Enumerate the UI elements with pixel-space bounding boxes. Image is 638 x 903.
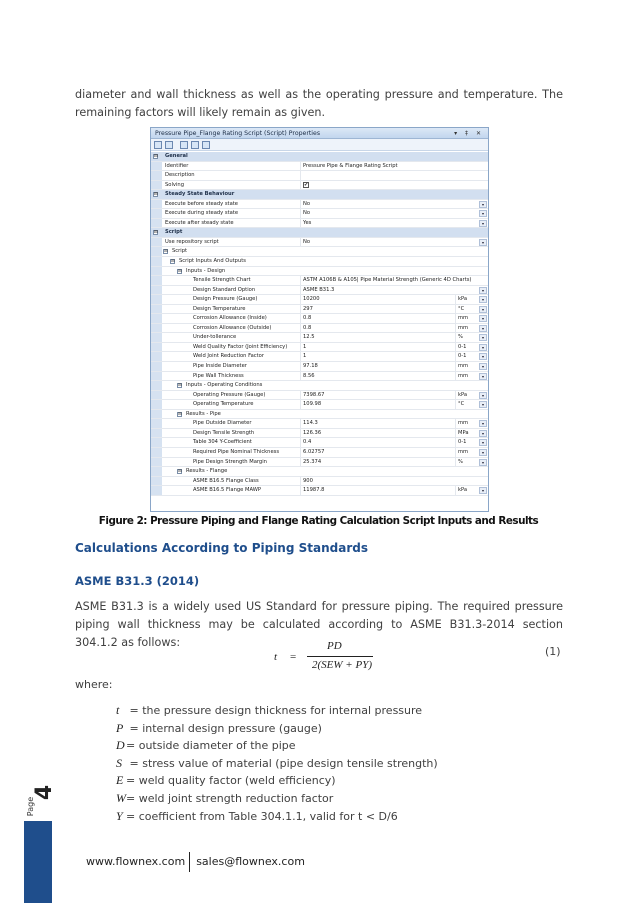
- property-row[interactable]: [151, 286, 488, 296]
- page-sidebar-bar: [24, 821, 52, 903]
- unit-selector[interactable]: mm: [455, 448, 477, 457]
- dropdown-arrow-icon[interactable]: ▾: [479, 353, 487, 360]
- property-row[interactable]: [151, 429, 488, 439]
- dropdown-arrow-icon[interactable]: ▾: [479, 315, 487, 322]
- property-label: Description: [165, 172, 195, 179]
- definition-symbol: t: [116, 703, 120, 717]
- property-label: Inputs - Operating Conditions: [186, 382, 263, 389]
- row-gutter: [151, 486, 162, 495]
- definition-item: [116, 772, 438, 790]
- property-label: Corrosion Allowance (Inside): [193, 315, 267, 322]
- row-gutter: [151, 419, 162, 428]
- value-text: 126.36: [303, 429, 322, 436]
- value-text: 10200: [303, 296, 320, 303]
- dropdown-arrow-icon[interactable]: ▾: [479, 210, 487, 217]
- footer-divider: [189, 852, 190, 872]
- row-gutter: [151, 400, 162, 409]
- property-value[interactable]: [300, 181, 488, 190]
- dropdown-arrow-icon[interactable]: ▾: [479, 325, 487, 332]
- events-icon[interactable]: [191, 141, 199, 149]
- unit-selector[interactable]: kPa: [455, 486, 477, 495]
- property-label: Under-tollerance: [193, 334, 237, 341]
- property-row[interactable]: [151, 486, 488, 496]
- categorized-icon[interactable]: [154, 141, 162, 149]
- expand-icon[interactable]: ⊟: [164, 249, 168, 255]
- property-row[interactable]: [151, 400, 488, 410]
- property-row[interactable]: [151, 362, 488, 372]
- properties-title: Pressure Pipe_Flange Rating Script (Script) Properties: [155, 130, 321, 137]
- value-text: 109.98: [303, 401, 322, 408]
- dropdown-arrow-icon[interactable]: ▾: [479, 239, 487, 246]
- properties-window: [150, 127, 489, 512]
- property-group[interactable]: [151, 381, 488, 391]
- fraction-bar: [307, 656, 373, 657]
- email-link[interactable]: sales@flownex.com: [196, 855, 305, 868]
- definition-symbol: S: [116, 755, 122, 770]
- property-label: Pipe Inside Diameter: [193, 363, 247, 370]
- section-heading: Calculations According to Piping Standards: [75, 541, 368, 555]
- equation: [255, 638, 425, 678]
- window-controls-icon[interactable]: ▾ ‡ ✕: [454, 130, 484, 137]
- row-gutter: [151, 410, 162, 419]
- property-row[interactable]: [151, 181, 488, 191]
- unit-selector[interactable]: °C: [455, 305, 477, 314]
- property-row[interactable]: [151, 314, 488, 324]
- property-label: Execute after steady state: [165, 219, 234, 226]
- property-row[interactable]: [151, 209, 488, 219]
- definition-symbol: E: [116, 773, 124, 788]
- unit-selector[interactable]: 0-1: [455, 343, 477, 352]
- expand-icon[interactable]: ⊟: [154, 230, 158, 236]
- dropdown-arrow-icon[interactable]: ▾: [479, 296, 487, 303]
- definition-text: = stress value of material (pipe design tensile strength): [126, 756, 438, 770]
- property-row[interactable]: [151, 219, 488, 229]
- intro-paragraph: diameter and wall thickness as well as the operating pressure and temperature. The remaining factors will likely remain as given.: [75, 88, 563, 119]
- value-text: Yes: [303, 219, 312, 226]
- property-row[interactable]: [151, 333, 488, 343]
- property-row[interactable]: [151, 171, 488, 181]
- property-group[interactable]: [151, 257, 488, 267]
- navigate-icon[interactable]: [202, 141, 210, 149]
- row-gutter: [151, 171, 162, 180]
- property-label: Design Standard Option: [193, 286, 256, 293]
- unit-selector[interactable]: MPa: [455, 429, 477, 438]
- property-label: Script: [165, 229, 183, 236]
- page-number: 4: [32, 784, 58, 801]
- property-label: Results - Pipe: [186, 410, 221, 417]
- expand-icon[interactable]: ⊟: [178, 383, 182, 389]
- property-value[interactable]: [300, 200, 488, 209]
- property-value[interactable]: [300, 477, 488, 486]
- row-gutter: [151, 381, 162, 390]
- property-label: Operating Pressure (Gauge): [193, 391, 266, 398]
- definition-item: [116, 790, 438, 808]
- property-value[interactable]: [300, 219, 488, 228]
- property-label: General: [165, 153, 188, 159]
- dropdown-arrow-icon[interactable]: ▾: [479, 392, 487, 399]
- definition-text: = weld joint strength reduction factor: [126, 791, 334, 805]
- row-gutter: [151, 200, 162, 209]
- property-value[interactable]: [300, 286, 488, 295]
- property-label: Weld Joint Reduction Factor: [193, 353, 264, 360]
- property-value[interactable]: [300, 162, 488, 171]
- property-row[interactable]: [151, 238, 488, 248]
- equation-denominator: 2(SEW + PY): [312, 659, 372, 671]
- property-value[interactable]: [300, 238, 488, 247]
- property-value[interactable]: [300, 171, 488, 180]
- expand-icon[interactable]: ⊟: [178, 411, 182, 417]
- property-label: Design Temperature: [193, 305, 246, 312]
- unit-selector[interactable]: mm: [455, 314, 477, 323]
- sub-heading: ASME B31.3 (2014): [75, 574, 200, 588]
- value-text: Pressure Pipe & Flange Rating Script: [303, 162, 398, 169]
- property-label: Results - Flange: [186, 468, 228, 475]
- row-gutter: [151, 162, 162, 171]
- value-text: 11987.8: [303, 487, 325, 494]
- dropdown-arrow-icon[interactable]: ▾: [479, 201, 487, 208]
- unit-selector[interactable]: %: [455, 458, 477, 467]
- page-label: [26, 778, 58, 823]
- property-category[interactable]: [151, 190, 488, 200]
- property-label: Identifier: [165, 162, 189, 169]
- dropdown-arrow-icon[interactable]: ▾: [479, 344, 487, 351]
- definition-text: = outside diameter of the pipe: [126, 739, 296, 753]
- property-label: ASME B16.5 Flange MAWP: [193, 487, 262, 494]
- equation-numerator: PD: [327, 640, 342, 652]
- row-gutter: [151, 276, 162, 285]
- property-label: Steady State Behaviour: [165, 191, 235, 198]
- row-gutter: [151, 467, 162, 476]
- value-text: 0.8: [303, 315, 312, 322]
- dropdown-arrow-icon[interactable]: ▾: [479, 373, 487, 380]
- dropdown-arrow-icon[interactable]: ▾: [479, 401, 487, 408]
- unit-selector[interactable]: %: [455, 333, 477, 342]
- dropdown-arrow-icon[interactable]: ▾: [479, 449, 487, 456]
- row-gutter: [151, 314, 162, 323]
- dropdown-arrow-icon[interactable]: ▾: [479, 334, 487, 341]
- property-row[interactable]: [151, 352, 488, 362]
- where-label: where:: [75, 678, 113, 691]
- unit-selector[interactable]: °C: [455, 400, 477, 409]
- value-text: 0.8: [303, 324, 312, 331]
- row-gutter: [151, 362, 162, 371]
- property-row[interactable]: [151, 438, 488, 448]
- row-gutter: [151, 247, 162, 256]
- dropdown-arrow-icon[interactable]: ▾: [479, 439, 487, 446]
- value-text: 6.02757: [303, 448, 325, 455]
- equation-lhs: t: [274, 651, 278, 663]
- value-text: 1: [303, 353, 307, 360]
- dropdown-arrow-icon[interactable]: ▾: [479, 287, 487, 294]
- property-row[interactable]: [151, 305, 488, 315]
- value-text: 25.374: [303, 458, 322, 465]
- dropdown-arrow-icon[interactable]: ▾: [479, 487, 487, 494]
- property-row[interactable]: [151, 458, 488, 468]
- value-text: ASTM A106B & A105| Pipe Material Strength (Generic 4D Charts): [303, 277, 472, 284]
- value-text: 900: [303, 477, 313, 484]
- property-group[interactable]: [151, 467, 488, 477]
- unit-selector[interactable]: kPa: [455, 295, 477, 304]
- unit-selector[interactable]: mm: [455, 324, 477, 333]
- footer: [86, 852, 305, 872]
- property-label: Weld Quality Factor (Joint Efficiency): [193, 343, 288, 350]
- row-gutter: [151, 286, 162, 295]
- row-gutter: [151, 391, 162, 400]
- property-label: Required Pipe Nominal Thickness: [193, 448, 280, 455]
- dropdown-arrow-icon[interactable]: ▾: [479, 420, 487, 427]
- property-value[interactable]: [300, 276, 488, 285]
- dropdown-arrow-icon[interactable]: ▾: [479, 306, 487, 313]
- value-text: 114.3: [303, 420, 318, 427]
- expand-icon[interactable]: ⊟: [154, 154, 158, 159]
- definition-text: = coefficient from Table 304.1.1, valid for t < D/6: [126, 809, 398, 823]
- property-row[interactable]: [151, 477, 488, 487]
- property-label: Execute before steady state: [165, 200, 238, 207]
- property-row[interactable]: [151, 295, 488, 305]
- property-row[interactable]: [151, 162, 488, 172]
- property-label: Execute during steady state: [165, 210, 239, 217]
- property-label: Pipe Design Strength Margin: [193, 458, 267, 465]
- property-row[interactable]: [151, 276, 488, 286]
- unit-selector[interactable]: mm: [455, 362, 477, 371]
- row-gutter: [151, 305, 162, 314]
- definition-item: [116, 755, 438, 773]
- equation-number: (1): [545, 645, 561, 658]
- row-gutter: [151, 458, 162, 467]
- property-category[interactable]: [151, 228, 488, 238]
- property-row[interactable]: [151, 391, 488, 401]
- property-row[interactable]: [151, 324, 488, 334]
- definition-symbol: D: [116, 738, 125, 753]
- property-label: Corrosion Allowance (Outside): [193, 324, 272, 331]
- page-word: Page: [26, 796, 36, 817]
- unit-selector[interactable]: 0-1: [455, 352, 477, 361]
- property-label: Tensile Strength Chart: [193, 277, 251, 284]
- property-group[interactable]: [151, 267, 488, 277]
- definition-item: [116, 720, 438, 738]
- row-gutter: [151, 257, 162, 266]
- property-grid: [151, 152, 488, 496]
- sort-icon[interactable]: [165, 141, 173, 149]
- property-label: Solving: [165, 181, 184, 188]
- value-text: 12.5: [303, 334, 315, 341]
- property-label: Operating Temperature: [193, 401, 254, 408]
- dropdown-arrow-icon[interactable]: ▾: [479, 363, 487, 370]
- row-gutter: [151, 324, 162, 333]
- row-gutter: [151, 352, 162, 361]
- expand-icon[interactable]: ⊟: [171, 259, 175, 265]
- definition-text: = internal design pressure (gauge): [126, 721, 322, 735]
- property-row[interactable]: [151, 419, 488, 429]
- property-label: Design Pressure (Gauge): [193, 296, 258, 303]
- checkbox[interactable]: ✔: [304, 181, 309, 188]
- value-text: 97.18: [303, 363, 318, 370]
- row-gutter: [151, 333, 162, 342]
- definition-symbol: P: [116, 720, 124, 735]
- property-label: Pipe Outside Diameter: [193, 420, 252, 427]
- value-text: ASME B31.3: [303, 286, 335, 293]
- dropdown-arrow-icon[interactable]: ▾: [479, 430, 487, 437]
- property-label: Script Inputs And Outputs: [179, 258, 246, 265]
- definition-item: [116, 808, 438, 826]
- row-gutter: [151, 477, 162, 486]
- expand-icon[interactable]: ⊟: [178, 469, 182, 475]
- property-label: Table 304 Y-Coefficient: [193, 439, 252, 446]
- row-gutter: [151, 238, 162, 247]
- property-label: ASME B16.5 Flange Class: [193, 477, 259, 484]
- row-gutter: [151, 219, 162, 228]
- value-text: 1: [303, 343, 307, 350]
- body-paragraph: ASME B31.3 is a widely used US Standard for pressure piping. The required pressure piping wall thickness may be calculated according to ASME B31.3-2014 section 304.1.2 as follows:: [75, 600, 563, 649]
- row-gutter: [151, 372, 162, 381]
- property-row[interactable]: [151, 448, 488, 458]
- row-gutter: [151, 448, 162, 457]
- row-gutter: [151, 209, 162, 218]
- property-group[interactable]: [151, 410, 488, 420]
- definition-symbol: Y: [116, 808, 123, 823]
- unit-selector[interactable]: mm: [455, 372, 477, 381]
- value-text: No: [303, 210, 311, 217]
- value-text: 7398.67: [303, 391, 325, 398]
- unit-selector[interactable]: 0-1: [455, 438, 477, 447]
- definition-symbol: W: [116, 790, 126, 805]
- value-text: 297: [303, 305, 313, 312]
- equation-equals: =: [290, 651, 297, 663]
- row-gutter: [151, 438, 162, 447]
- property-label: Pipe Wall Thickness: [193, 372, 244, 379]
- properties-toolbar: [151, 139, 488, 151]
- property-label: Use repository script: [165, 238, 219, 245]
- property-label: Script: [172, 248, 188, 255]
- value-text: No: [303, 200, 311, 207]
- row-gutter: [151, 267, 162, 276]
- dropdown-arrow-icon[interactable]: ▾: [479, 459, 487, 466]
- dropdown-arrow-icon[interactable]: ▾: [479, 220, 487, 227]
- expand-icon[interactable]: ⊟: [154, 192, 158, 198]
- website-link[interactable]: www.flownex.com: [86, 855, 186, 868]
- property-row[interactable]: [151, 200, 488, 210]
- property-group[interactable]: [151, 247, 488, 257]
- figure-caption: Figure 2: Pressure Piping and Flange Rating Calculation Script Inputs and Results: [98, 515, 539, 527]
- row-gutter: [151, 343, 162, 352]
- definition-text: = weld quality factor (weld efficiency): [126, 774, 336, 788]
- property-row[interactable]: [151, 372, 488, 382]
- definition-item: [116, 702, 438, 720]
- property-label: Design Tensile Strength: [193, 429, 255, 436]
- unit-selector[interactable]: mm: [455, 419, 477, 428]
- property-value[interactable]: [300, 209, 488, 218]
- value-text: 8.56: [303, 372, 315, 379]
- row-gutter: [151, 295, 162, 304]
- definitions-list: [116, 702, 438, 825]
- unit-selector[interactable]: kPa: [455, 391, 477, 400]
- value-text: No: [303, 238, 311, 245]
- definition-text: = the pressure design thickness for internal pressure: [126, 704, 423, 717]
- property-pages-icon[interactable]: [180, 141, 188, 149]
- property-category[interactable]: [151, 152, 488, 162]
- property-row[interactable]: [151, 343, 488, 353]
- row-gutter: [151, 181, 162, 190]
- expand-icon[interactable]: ⊟: [178, 268, 182, 274]
- value-text: 0.4: [303, 439, 312, 446]
- row-gutter: [151, 429, 162, 438]
- definition-item: [116, 737, 438, 755]
- property-label: Inputs - Design: [186, 267, 226, 274]
- properties-title-bar: [151, 128, 488, 139]
